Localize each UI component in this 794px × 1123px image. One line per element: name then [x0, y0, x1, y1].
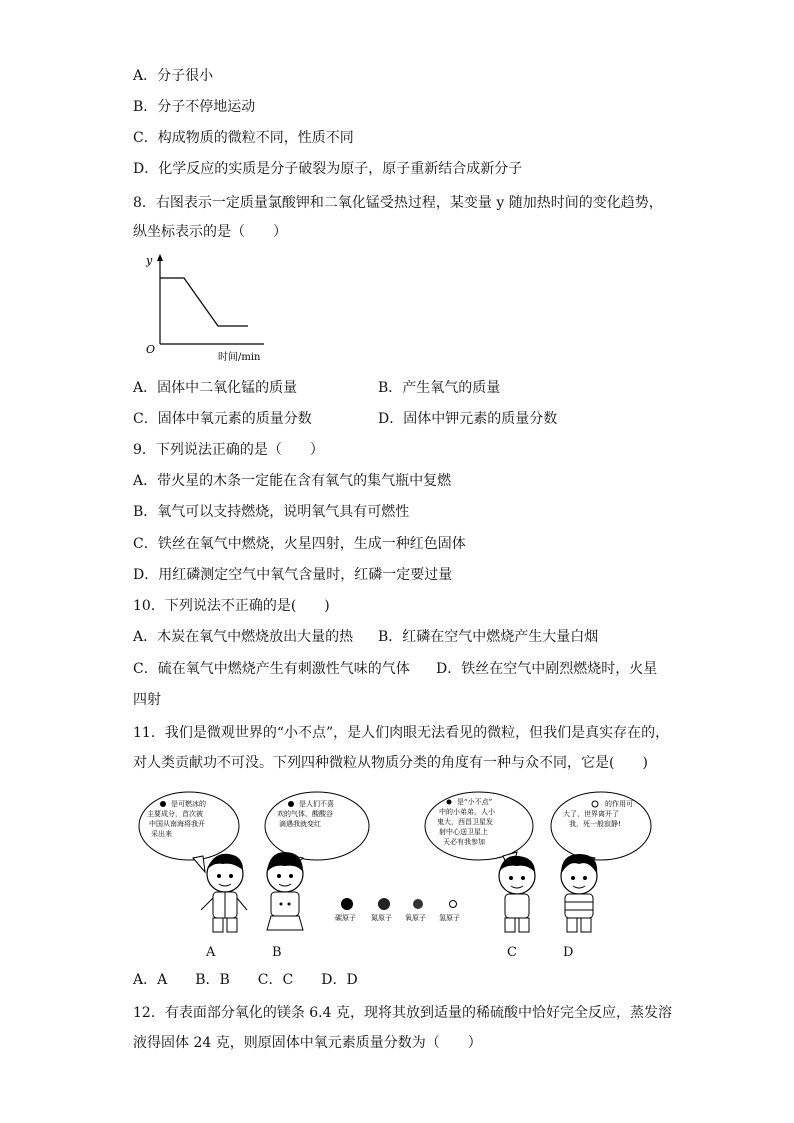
caption-a: A [206, 945, 216, 960]
q8-graph [140, 252, 280, 364]
origin-label: O [146, 343, 156, 356]
cartoon-child-a [201, 854, 247, 932]
q10-option-d: D．铁丝在空气中剧烈燃烧时，火星 [436, 661, 658, 677]
q11-stem-line1: 11．我们是微观世界的“小不点”，是人们肉眼无法看见的微粒，但我们是真实存在的， [133, 725, 670, 741]
q11-cartoon-illustration [133, 788, 663, 936]
atom-label-carbon: 碳原子 [335, 914, 356, 922]
x-axis-label: 时间/min [218, 352, 261, 363]
q10-option-a: A．木炭在氧气中燃烧放出大量的热 [133, 629, 354, 645]
q9-option-a: A．带火星的木条一定能在含有氧气的集气瓶中复燃 [133, 473, 452, 489]
svg-text:大了，世界离开了: 大了，世界离开了 [563, 810, 619, 818]
q9-option-d: D．用红磷测定空气中氧气含量时，红磷一定要过量 [133, 567, 453, 583]
svg-text:欢的气体，酸酸谷: 欢的气体，酸酸谷 [277, 810, 333, 818]
cartoon-child-d [561, 854, 597, 932]
svg-text:中的小弟弟，人小: 中的小弟弟，人小 [439, 808, 495, 816]
cartoon-child-c [499, 856, 535, 932]
q7-option-b: B．分子不停地运动 [133, 99, 256, 115]
caption-c: C [507, 945, 517, 960]
svg-text:天必有我参加: 天必有我参加 [443, 838, 485, 846]
graph-curve [160, 278, 248, 326]
q8-stem-line1: 8．右图表示一定质量氯酸钾和二氧化锰受热过程，某变量 y 随加热时间的变化趋势， [133, 195, 663, 211]
caption-b: B [272, 945, 282, 960]
q9-option-c: C．铁丝在氧气中燃烧，火星四射，生成一种红色固体 [133, 536, 466, 552]
y-axis-arrow [157, 254, 163, 261]
svg-text:滴遇我就变红: 滴遇我就变红 [279, 820, 321, 828]
atom-label-hydrogen: 氢原子 [439, 914, 460, 922]
q7-option-a: A．分子很小 [133, 68, 214, 84]
svg-text:射中心送卫星上: 射中心送卫星上 [439, 828, 488, 836]
q7-option-d: D．化学反应的实质是分子破裂为原子，原子重新结合成新分子 [133, 161, 523, 177]
atom-label-oxygen: 氧原子 [405, 914, 426, 922]
q9-option-b: B．氧气可以支持燃烧，说明氧气具有可燃性 [133, 504, 410, 520]
q11-options: A．A B．B C．C D．D [133, 972, 358, 988]
svg-text:采出来: 采出来 [151, 830, 172, 838]
q8-option-c: C．固体中氧元素的质量分数 [133, 411, 312, 427]
svg-text:是“小不点”: 是“小不点” [457, 798, 493, 806]
caption-d: D [563, 945, 574, 960]
q8-option-d: D．固体中钾元素的质量分数 [378, 411, 558, 427]
q10-option-b: B．红磷在空气中燃烧产生大量白烟 [378, 629, 599, 645]
atom-row [335, 898, 460, 922]
q10-option-c: C．硫在氧气中燃烧产生有刺激性气味的气体 [133, 661, 410, 677]
q10-option-d-continued: 四射 [133, 692, 161, 708]
q8-stem-line2: 纵坐标表示的是（ ） [133, 224, 287, 240]
q7-option-c: C．构成物质的微粒不同，性质不同 [133, 130, 354, 146]
svg-text:中国从南海将我开: 中国从南海将我开 [149, 820, 205, 828]
molecule-icon [288, 801, 294, 807]
molecule-icon [447, 800, 452, 805]
svg-text:鬼大，西昌卫星发: 鬼大，西昌卫星发 [437, 818, 493, 826]
q10-stem: 10．下列说法不正确的是( ) [133, 598, 330, 614]
svg-text:是可燃冰的: 是可燃冰的 [171, 800, 206, 808]
cartoon-child-b [267, 852, 303, 930]
molecule-icon [160, 801, 166, 807]
svg-text:是人们不喜: 是人们不喜 [299, 800, 334, 808]
svg-text:主要成分，首次被: 主要成分，首次被 [147, 810, 203, 818]
atom-label-nitrogen: 氮原子 [371, 914, 392, 922]
svg-text:我，死一般寂静!: 我，死一般寂静! [569, 820, 621, 828]
svg-text:的作用可: 的作用可 [605, 800, 633, 808]
q12-stem-line1: 12．有表面部分氧化的镁条 6.4 克，现将其放到适量的稀硫酸中恰好完全反应，蒸发溶 [133, 1005, 672, 1021]
q11-stem-line2: 对人类贡献功不可没。下列四种微粒从物质分类的角度有一种与众不同，它是( ) [133, 755, 648, 771]
q9-stem: 9．下列说法正确的是（ ） [133, 442, 324, 458]
q8-option-b: B．产生氧气的质量 [378, 380, 501, 396]
q8-option-a: A．固体中二氧化锰的质量 [133, 380, 298, 396]
y-axis-label: y [146, 254, 153, 267]
q12-stem-line2: 液得固体 24 克，则原固体中氧元素质量分数为（ ） [133, 1035, 482, 1051]
